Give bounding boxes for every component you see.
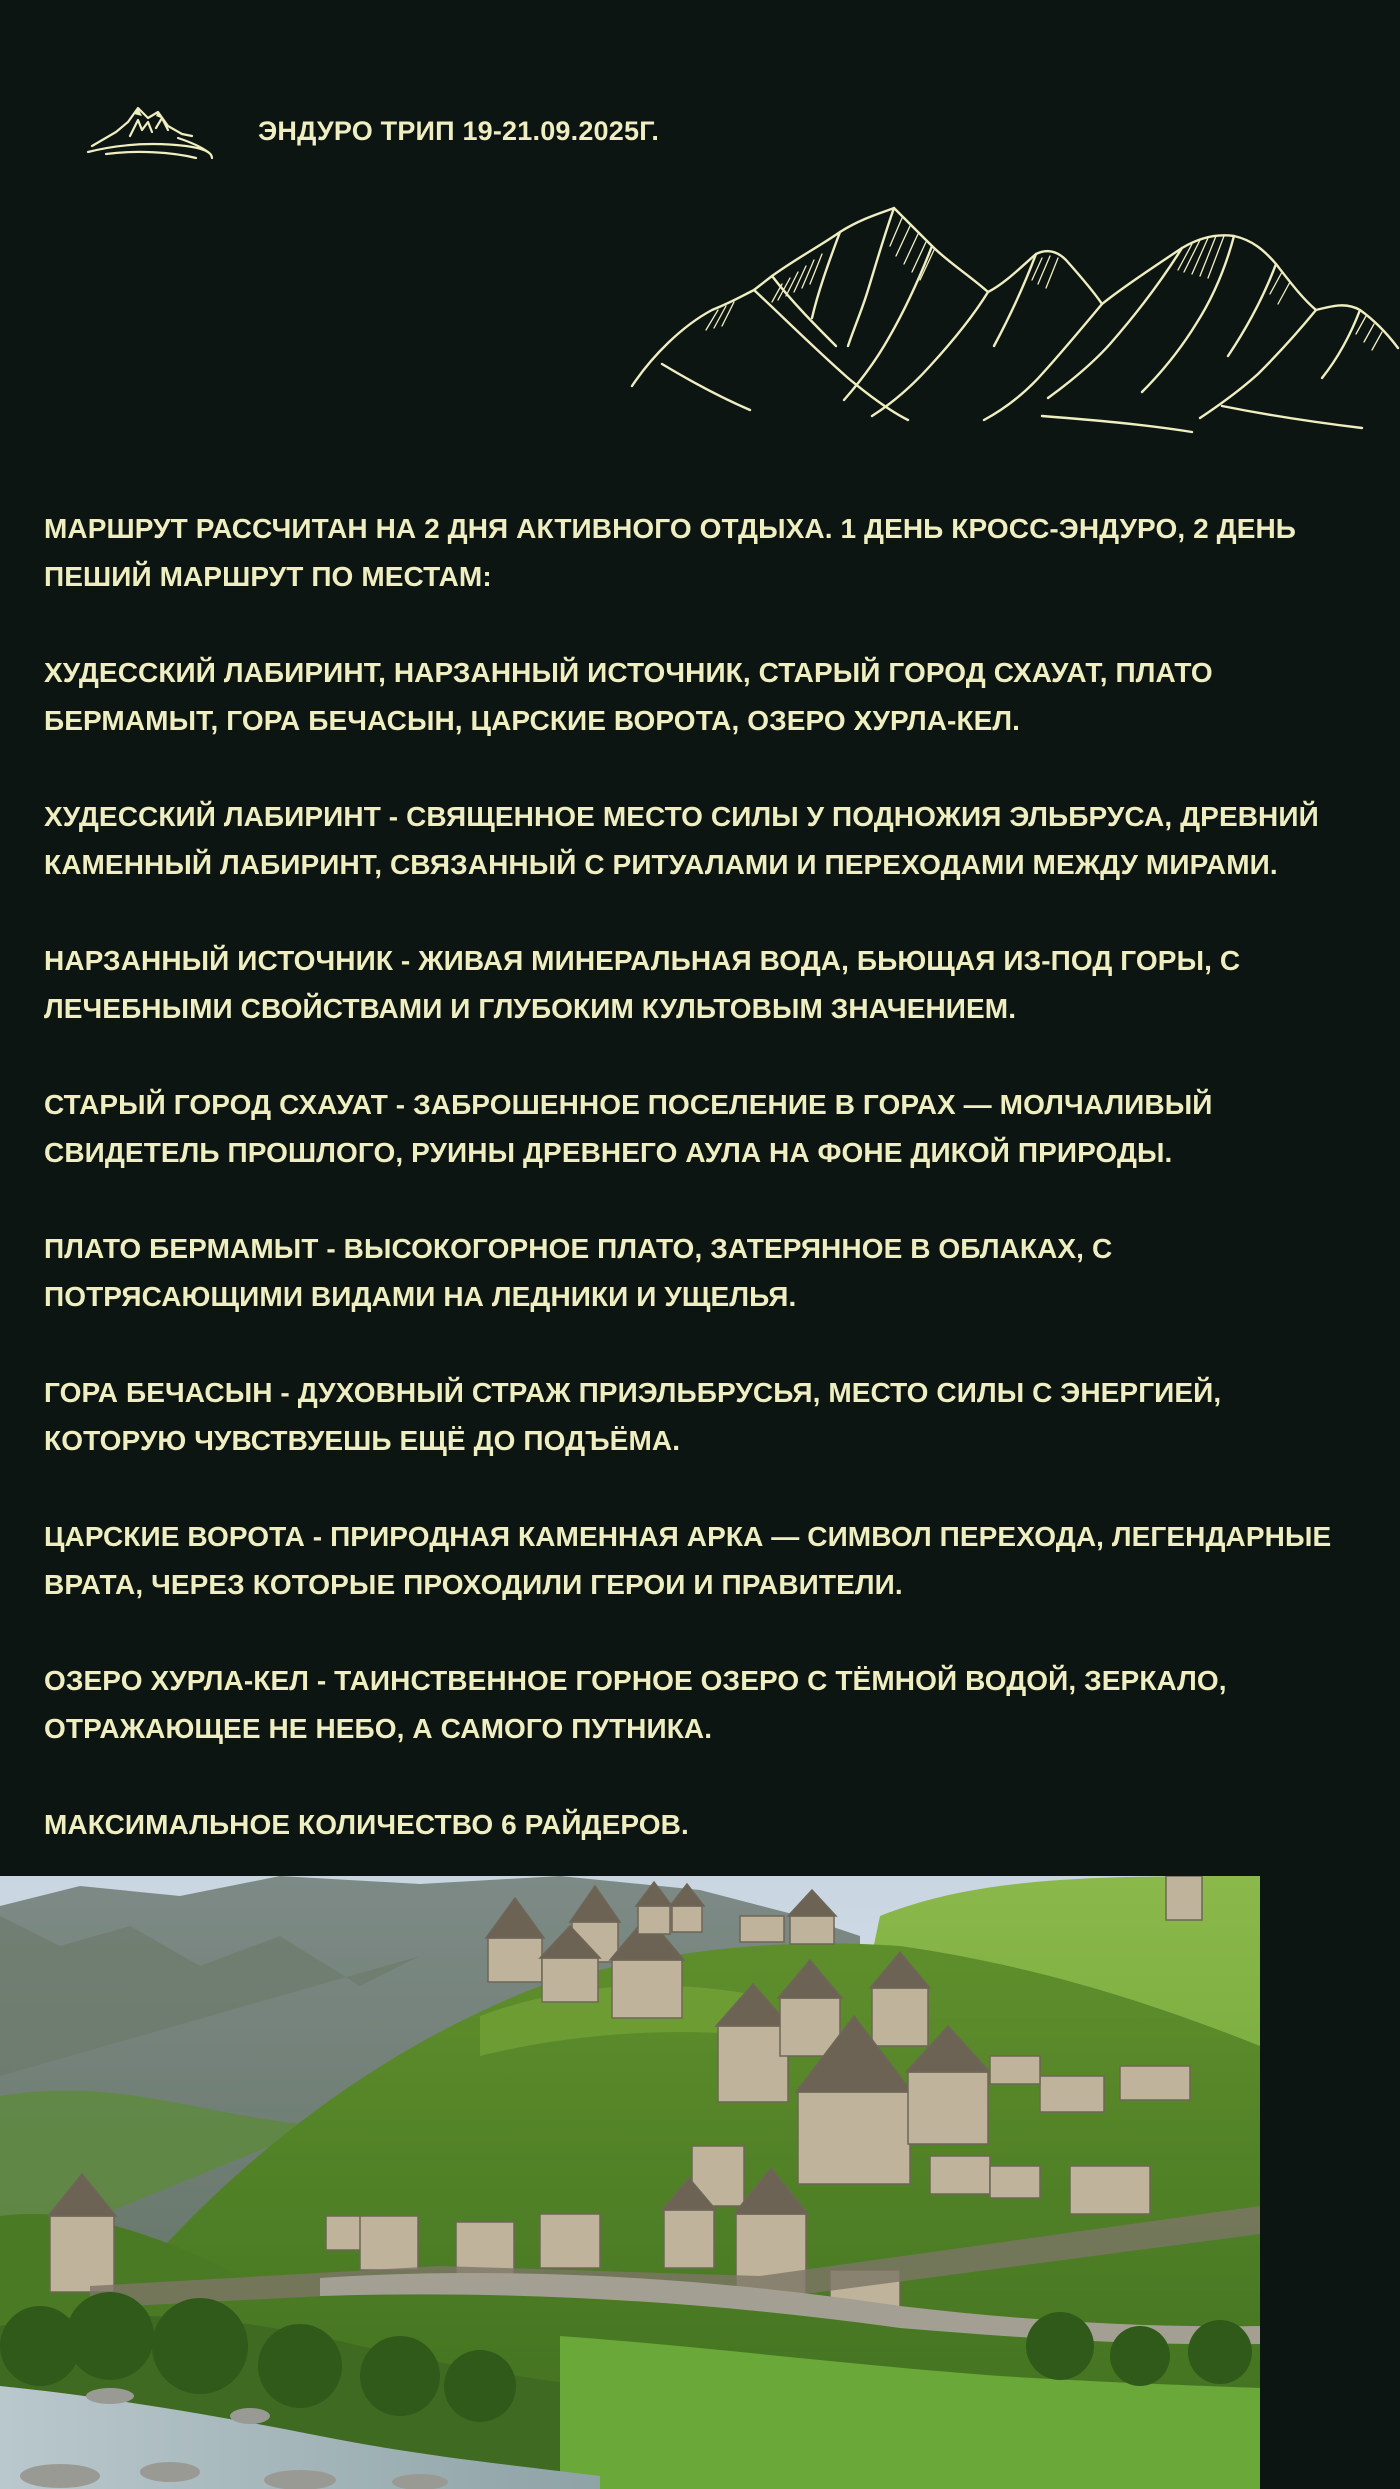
description-paragraph: ХУДЕССКИЙ ЛАБИРИНТ, НАРЗАННЫЙ ИСТОЧНИК, СТАРЫЙ ГОРОД СХАУАТ, ПЛАТО БЕРМАМЫТ, ГОРА БЕЧАСЫН, ЦАРСКИЕ ВОРОТА, ОЗЕРО ХУРЛА-КЕЛ. [44, 657, 1213, 736]
description-paragraph: ПЛАТО БЕРМАМЫТ - ВЫСОКОГОРНОЕ ПЛАТО, ЗАТЕРЯННОЕ В ОБЛАКАХ, С ПОТРЯСАЮЩИМИ ВИДАМИ НА ЛЕДНИКИ И УЩЕЛЬЯ. [44, 1233, 1113, 1312]
page-title: ЭНДУРО ТРИП 19-21.09.2025Г. [258, 115, 660, 146]
mountain-line-art-icon [622, 206, 1400, 454]
landscape-photo [0, 1876, 1260, 2489]
description-paragraph: ГОРА БЕЧАСЫН - ДУХОВНЫЙ СТРАЖ ПРИЭЛЬБРУСЬЯ, МЕСТО СИЛЫ С ЭНЕРГИЕЙ, КОТОРУЮ ЧУВСТВУЕШЬ ЕЩЁ ДО ПОДЪЁМА. [44, 1377, 1222, 1456]
page-header [86, 96, 659, 166]
description-text [44, 505, 1364, 1849]
description-paragraph: МАКСИМАЛЬНОЕ КОЛИЧЕСТВО 6 РАЙДЕРОВ. [44, 1809, 689, 1840]
description-paragraph: СТАРЫЙ ГОРОД СХАУАТ - ЗАБРОШЕННОЕ ПОСЕЛЕНИЕ В ГОРАХ — МОЛЧАЛИВЫЙ СВИДЕТЕЛЬ ПРОШЛОГО, РУИНЫ ДРЕВНЕГО АУЛА НА ФОНЕ ДИКОЙ ПРИРОДЫ. [44, 1089, 1213, 1168]
description-paragraph: ЦАРСКИЕ ВОРОТА - ПРИРОДНАЯ КАМЕННАЯ АРКА — СИМВОЛ ПЕРЕХОДА, ЛЕГЕНДАРНЫЕ ВРАТА, ЧЕРЕЗ КОТОРЫЕ ПРОХОДИЛИ ГЕРОИ И ПРАВИТЕЛИ. [44, 1521, 1332, 1600]
description-paragraph: НАРЗАННЫЙ ИСТОЧНИК - ЖИВАЯ МИНЕРАЛЬНАЯ ВОДА, БЬЮЩАЯ ИЗ-ПОД ГОРЫ, С ЛЕЧЕБНЫМИ СВОЙСТВАМИ И ГЛУБОКИМ КУЛЬТОВЫМ ЗНАЧЕНИЕМ. [44, 945, 1241, 1024]
description-paragraph: ОЗЕРО ХУРЛА-КЕЛ - ТАИНСТВЕННОЕ ГОРНОЕ ОЗЕРО С ТЁМНОЙ ВОДОЙ, ЗЕРКАЛО, ОТРАЖАЮЩЕЕ НЕ НЕБО, А САМОГО ПУТНИКА. [44, 1665, 1227, 1744]
description-paragraph: ХУДЕССКИЙ ЛАБИРИНТ - СВЯЩЕННОЕ МЕСТО СИЛЫ У ПОДНОЖИЯ ЭЛЬБРУСА, ДРЕВНИЙ КАМЕННЫЙ ЛАБИРИНТ, СВЯЗАННЫЙ С РИТУАЛАМИ И ПЕРЕХОДАМИ МЕЖДУ МИРАМИ. [44, 801, 1319, 880]
mountain-logo-icon [86, 96, 218, 166]
description-paragraph: МАРШРУТ РАССЧИТАН НА 2 ДНЯ АКТИВНОГО ОТДЫХА. 1 ДЕНЬ КРОСС-ЭНДУРО, 2 ДЕНЬ ПЕШИЙ МАРШРУТ ПО МЕСТАМ: [44, 513, 1297, 592]
